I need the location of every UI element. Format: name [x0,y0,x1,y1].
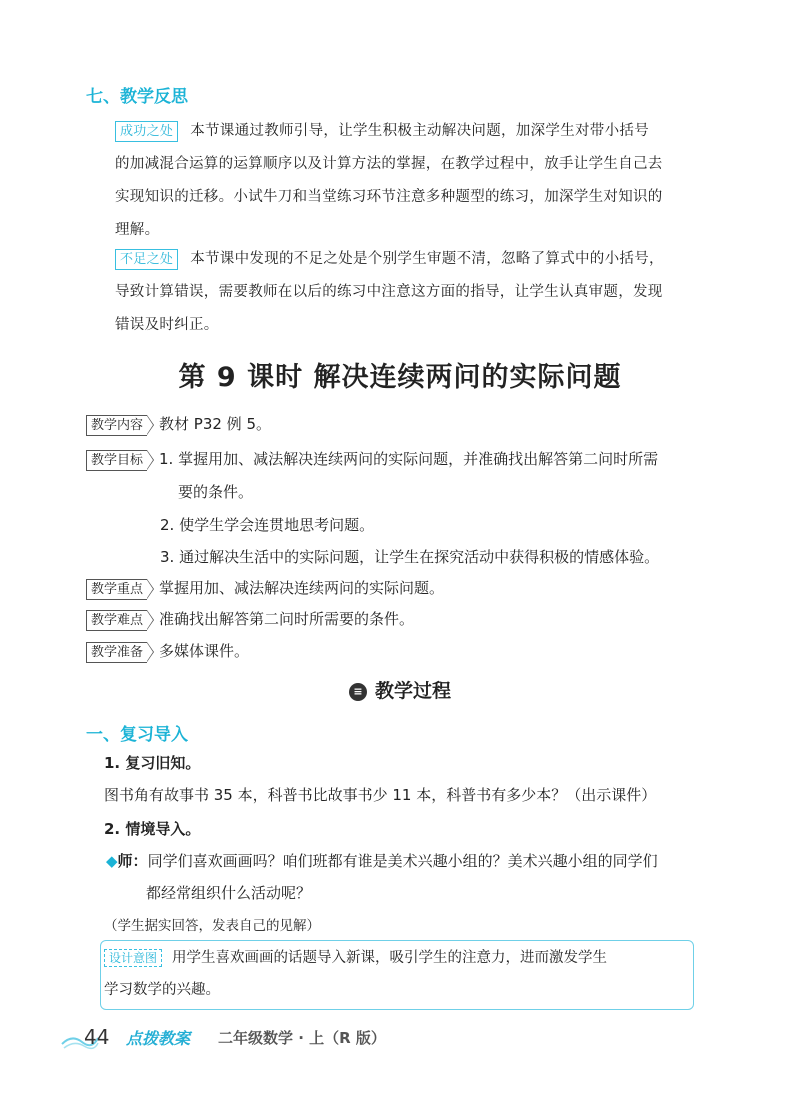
teacher-label: 师： [117,852,148,870]
teacher-line-2: 都经常组织什么活动呢？ [146,884,312,902]
teacher-line-1: ◆师：同学们喜欢画画吗？咱们班都有谁是美术兴趣小组的？美术兴趣小组的同学们 [106,852,658,870]
goal-2: 2. 使学生学会连贯地思考问题。 [160,516,375,534]
step2-title: 2. 情境导入。 [104,820,201,838]
reflection-heading: 七、教学反思 [86,87,188,107]
shortfall-line-2: 导致计算错误，需要教师在以后的练习中注意这方面的指导，让学生认真审题，发现 [115,284,663,300]
prep-tag: 教学准备 [86,642,147,663]
process-heading: ≡ 教学过程 [0,676,800,703]
goal1-line-2: 要的条件。 [178,483,254,501]
success-tag: 成功之处 [115,121,178,142]
goals-tag: 教学目标 [86,450,147,471]
intent-line-2: 学习数学的兴趣。 [104,982,220,998]
success-line-1: 成功之处 本节课通过教师引导，让学生积极主动解决问题，加深学生对带小括号 [115,115,649,148]
goal-3: 3. 通过解决生活中的实际问题，让学生在探究活动中获得积极的情感体验。 [160,548,660,566]
key-tag: 教学重点 [86,579,147,600]
intent-line-1: 设计意图 用学生喜欢画画的话题导入新课，吸引学生的注意力，进而激发学生 [104,946,607,967]
success-line-4: 理解。 [115,222,160,238]
key-row: 教学重点 掌握用加、减法解决连续两问的实际问题。 [86,578,444,600]
success-line-3: 实现知识的迁移。小试牛刀和当堂练习环节注意多种题型的练习，加深学生对知识的 [115,189,663,205]
step1-text: 图书角有故事书 35 本，科普书比故事书少 11 本，科普书有多少本？（出示课件） [104,786,657,804]
shortfall-line-1: 不足之处 本节课中发现的不足之处是个别学生审题不清，忽略了算式中的小括号， [115,243,664,276]
success-line-2: 的加减混合运算的运算顺序以及计算方法的掌握，在教学过程中，放手让学生自己去 [115,156,663,172]
intent-tag: 设计意图 [104,949,162,967]
lesson-title: 第 9 课时 解决连续两问的实际问题 [178,362,622,393]
student-reply: （学生据实回答，发表自己的见解） [104,918,320,934]
prep-row: 教学准备 多媒体课件。 [86,641,249,663]
difficulty-tag: 教学难点 [86,610,147,631]
brand-logo: 点拨教案 [126,1029,191,1048]
shortfall-line-3: 错误及时纠正。 [115,317,219,333]
content-tag: 教学内容 [86,415,147,436]
teacher-dot-icon: ◆ [106,852,118,870]
review-section-heading: 一、复习导入 [86,725,188,745]
content-row: 教学内容 教材 P32 例 5。 [86,414,271,436]
shortfall-tag: 不足之处 [115,249,178,270]
book-title: 二年级数学 · 上（R 版） [218,1029,386,1047]
page-number: 44 [84,1025,110,1049]
difficulty-row: 教学难点 准确找出解答第二问时所需要的条件。 [86,609,414,631]
step1-title: 1. 复习旧知。 [104,754,201,772]
goals-row: 教学目标 1. 掌握用加、减法解决连续两问的实际问题，并准确找出解答第二问时所需 [86,449,658,471]
list-icon: ≡ [349,683,367,701]
